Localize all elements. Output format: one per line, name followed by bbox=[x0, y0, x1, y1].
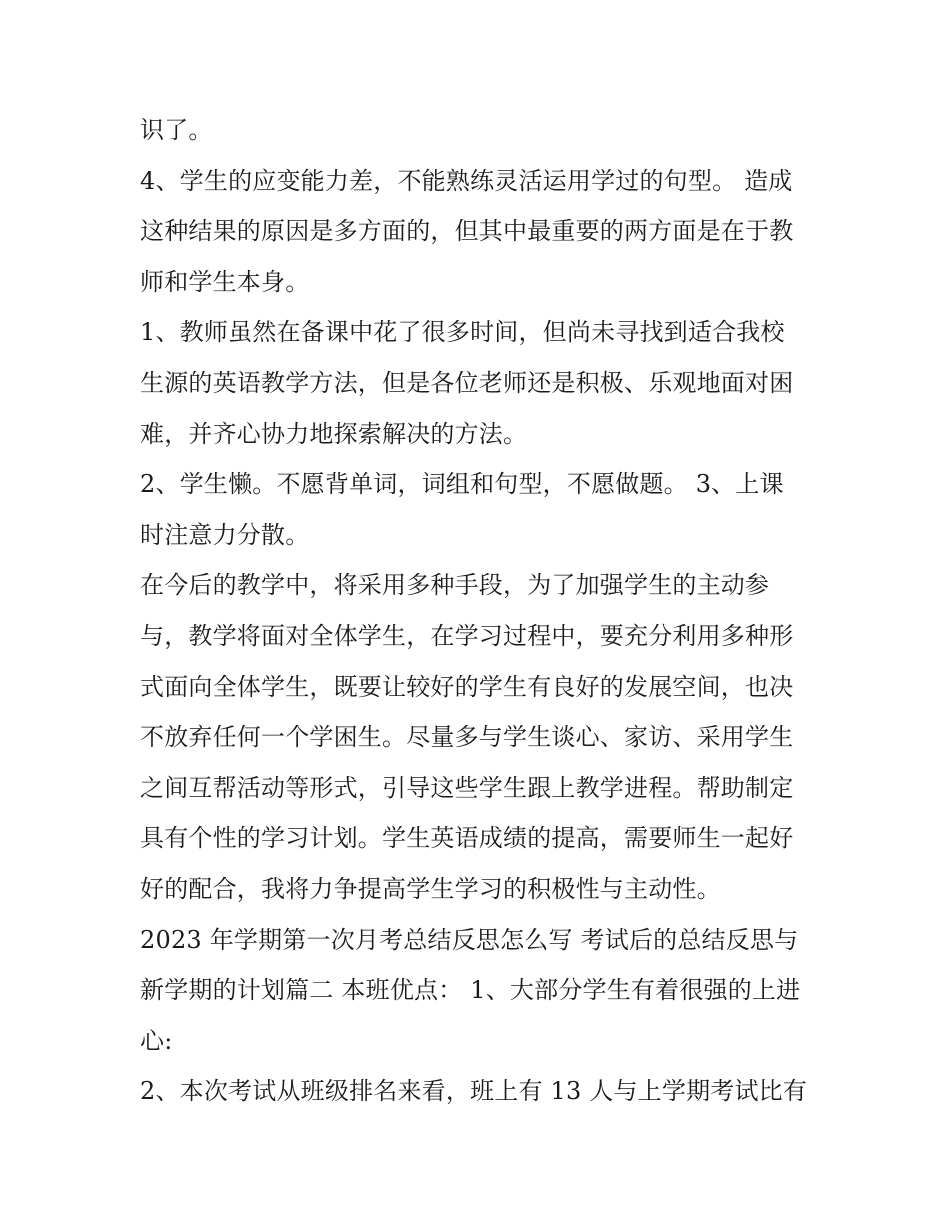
text-line: 具有个性的学习计划。学生英语成绩的提高，需要师生一起好 bbox=[140, 824, 794, 853]
text-line: 识了。 bbox=[140, 116, 213, 144]
text-line: 师和学生本身。 bbox=[140, 267, 310, 296]
text-line: 不放弃任何一个学困生。尽量多与学生谈心、家访、采用学生 bbox=[140, 723, 794, 752]
text-line: 2023 年学期第一次月考总结反思怎么写 考试后的总结反思与 bbox=[140, 925, 799, 954]
text-line: 与，教学将面对全体学生，在学习过程中，要充分利用多种形 bbox=[140, 621, 794, 650]
text-line: 式面向全体学生，既要让较好的学生有良好的发展空间，也决 bbox=[140, 672, 794, 701]
text-line: 2、本次考试从班级排名来看，班上有 13 人与上学期考试比有 bbox=[140, 1077, 808, 1106]
text-line: 心: bbox=[140, 1026, 173, 1055]
text-line: 在今后的教学中，将采用多种手段，为了加强学生的主动参 bbox=[140, 571, 770, 600]
text-line: 4、学生的应变能力差，不能熟练灵活运用学过的句型。 造成 bbox=[140, 166, 793, 195]
text-line: 新学期的计划篇二 本班优点： 1、大部分学生有着很强的上进 bbox=[140, 976, 801, 1005]
text-line: 好的配合，我将力争提高学生学习的积极性与主动性。 bbox=[140, 874, 721, 903]
text-line: 难，并齐心协力地探索解决的方法。 bbox=[140, 419, 528, 448]
text-line: 1、教师虽然在备课中花了很多时间，但尚未寻找到适合我校 bbox=[140, 318, 785, 347]
text-line: 2、学生懒。不愿背单词，词组和句型，不愿做题。 3、上课 bbox=[140, 470, 784, 499]
text-line: 这种结果的原因是多方面的，但其中最重要的两方面是在于教 bbox=[140, 217, 794, 246]
text-line: 生源的英语教学方法，但是各位老师还是积极、乐观地面对困 bbox=[140, 368, 794, 397]
document-body bbox=[140, 105, 820, 1117]
text-line: 之间互帮活动等形式，引导这些学生跟上教学进程。帮助制定 bbox=[140, 773, 794, 802]
text-line: 时注意力分散。 bbox=[140, 520, 310, 549]
